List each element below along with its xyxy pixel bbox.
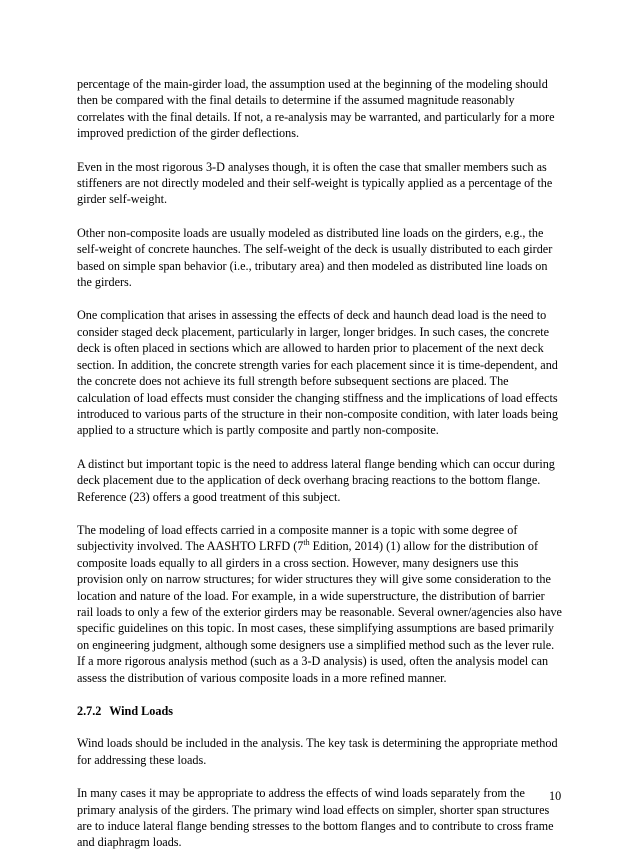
composite-text-start: The modeling of load effects carried in a composite manner is a topic with some degree of subjectivity involved. The AASHTO LRFD (7 <box>77 522 518 554</box>
document-page <box>77 76 563 868</box>
section-title: Wind Loads <box>109 704 173 718</box>
section-number: 2.7.2 <box>77 704 102 718</box>
paragraph-composite-loads <box>77 522 563 686</box>
composite-text-end: Edition, 2014) (1) allow for the distribution of composite loads equally to all girders in a cross section. However, many designers use this provision only on narrow structures; for wider structures they will give some consideration to the location and nature of the load. For example, in a wide superstructure, the distribution of barrier rail loads to only a few of the exterior girders may be reasonable. Several owner/agencies also have specific guidelines on this topic. In most cases, these simplifying assumptions are based primarily on engineering judgment, although some designers use a simplified method such as the lever rule. If a more rigorous analysis method (such as a 3-D analysis) is used, often the analysis model can assess the distribution of various composite loads in a more refined manner. <box>77 539 562 685</box>
paragraph-wind-loads-effects: In many cases it may be appropriate to address the effects of wind loads separately from the primary analysis of the girders. The primary wind load effects on simpler, shorter span structures are to induce lateral flange bending stresses to the bottom flanges and to contribute to cross frame and diaphragm loads. <box>77 786 554 850</box>
paragraph-girder-load-assumption: percentage of the main-girder load, the assumption used at the beginning of the modeling should then be compared with the final details to determine if the assumed magnitude reasonably correlates with the final details. If not, a re-analysis may be warranted, and particularly for a more improved prediction of the girder deflections. <box>77 77 555 141</box>
page-number: 10 <box>549 789 562 803</box>
superscript-th: th <box>303 538 310 548</box>
paragraph-staged-deck-placement: One complication that arises in assessing the effects of deck and haunch dead load is the need to consider staged deck placement, particularly in larger, longer bridges. In such cases, the concrete deck is often placed in sections which are allowed to harden prior to placement of the next deck section. In addition, the concrete strength varies for each placement since it is time-dependent, and the concrete does not achieve its full strength before subsequent sections are placed. The calculation of load effects must consider the changing stiffness and the implications of load effects introduced to various parts of the structure in their non-composite condition, with later loads being applied to a structure which is partly composite and partly non-composite. <box>77 308 558 438</box>
paragraph-wind-loads-intro: Wind loads should be included in the analysis. The key task is determining the appropriate method for addressing these loads. <box>77 736 558 767</box>
paragraph-lateral-flange-bending: A distinct but important topic is the need to address lateral flange bending which can occur during deck placement due to the application of deck overhang bracing reactions to the bottom flange. Reference (23) offers a good treatment of this subject. <box>77 456 555 504</box>
paragraph-non-composite-loads: Other non-composite loads are usually modeled as distributed line loads on the girders, e.g., the self-weight of concrete haunches. The self-weight of the deck is usually distributed to each girder based on simple span behavior (i.e., tributary area) and then modeled as distributed line loads on the girders. <box>77 225 553 290</box>
paragraph-stiffener-self-weight: Even in the most rigorous 3-D analyses though, it is often the case that smaller members such as stiffeners are not directly modeled and their self-weight is typically applied as a percentage of the girder self-weight. <box>77 159 553 207</box>
section-heading-wind-loads <box>77 703 563 719</box>
